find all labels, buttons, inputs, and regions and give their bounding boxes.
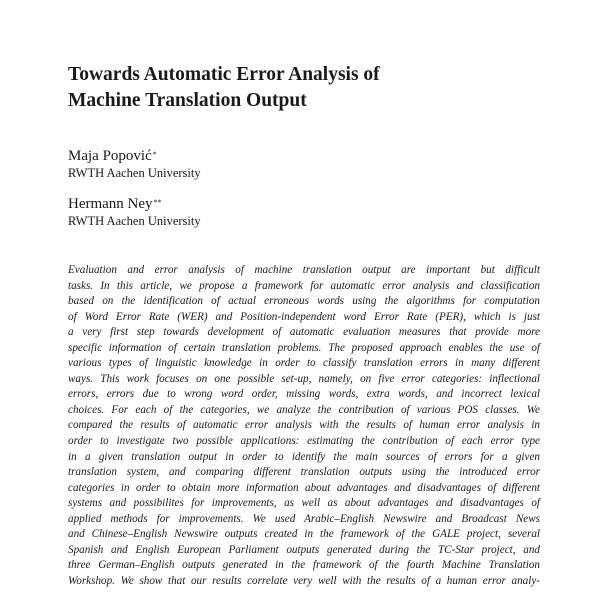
abstract-line: of Word Error Rate (WER) and Position-independent word Error Rate (PER), which is just [68, 310, 540, 323]
abstract-line: tasks. In this article, we propose a framework for automatic error analysis and classification [68, 279, 540, 292]
abstract-line: specific information of certain translation problems. The proposed approach enables the use of [68, 341, 540, 354]
abstract-line: and Chinese–English Newswire outputs created in the framework of the GALE project, several [68, 528, 540, 541]
abstract-line: Evaluation and error analysis of machine translation output are important but difficult [68, 264, 540, 276]
author-affiliation: RWTH Aachen University [68, 166, 201, 180]
author-affiliation: RWTH Aachen University [68, 214, 201, 228]
abstract-line: choices. For each of the categories, we analyze the contribution of various POS classes. We [68, 403, 540, 416]
abstract-line: errors, errors due to wrong word order, missing words, extra words, and incorrect lexical [68, 388, 540, 401]
abstract-line: compared the results of automatic error analysis with the results of human error analysis in [68, 419, 540, 432]
abstract-line: applied methods for improvements. We used Arabic–English Newswire and Broadcast News [68, 512, 540, 525]
title-line: Machine Translation Output [68, 90, 307, 111]
abstract [68, 263, 540, 589]
abstract-line: Workshop. We show that our results correlate very well with the results of a human error analy- [68, 574, 540, 587]
author-footnote-mark: * [152, 150, 157, 159]
abstract-line: in a given translation output in order to identify the main sources of errors for a given [68, 450, 540, 463]
abstract-line: a very first step towards development of automatic evaluation measures that provide more [68, 326, 540, 339]
author-name-text: Maja Popović [68, 148, 152, 164]
author-block [68, 147, 201, 181]
author-name [68, 195, 201, 213]
abstract-line: based on the identification of actual erroneous words using the algorithms for computation [68, 295, 540, 308]
abstract-line: systems and possibilites for improvements, as well as about advantages and disadvantages of [68, 497, 540, 510]
abstract-line: translation system, and comparing different translation outputs using the introduced error [68, 466, 540, 479]
author-footnote-mark: ** [153, 198, 162, 207]
abstract-line: ways. This work focuses on one possible set-up, namely, on five error categories: inflectional [68, 372, 540, 385]
paper-title [68, 62, 538, 114]
abstract-line: order to investigate two possible applications: estimating the contribution of each error type [68, 435, 540, 448]
abstract-line: various types of linguistic knowledge in order to classify translation errors in many different [68, 357, 540, 370]
author-name-text: Hermann Ney [68, 196, 153, 212]
author-block [68, 195, 201, 229]
abstract-line: categories in order to obtain more information about advantages and disadvantages of different [68, 481, 540, 494]
abstract-line: three German–English outputs generated in the framework of the fourth Machine Translation [68, 559, 540, 572]
abstract-line: Spanish and English European Parliament outputs generated during the TC-Star project, and [68, 543, 540, 556]
author-name [68, 147, 201, 165]
title-line: Towards Automatic Error Analysis of [68, 64, 380, 85]
